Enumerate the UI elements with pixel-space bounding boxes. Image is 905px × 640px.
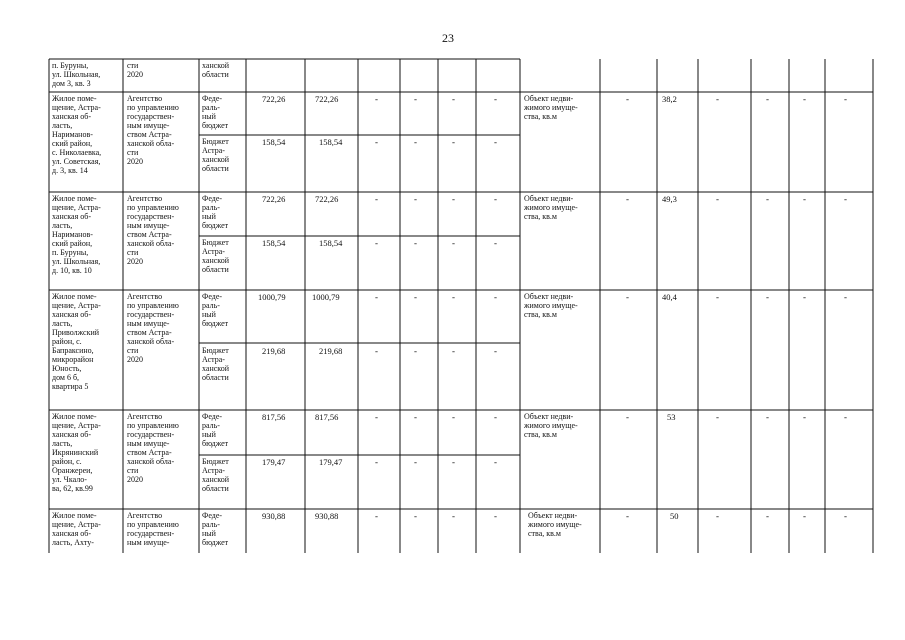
- dash: -: [375, 137, 378, 147]
- fed-value-2: 817,56: [315, 412, 339, 422]
- dash: -: [803, 511, 806, 521]
- object-cell: Объект недви- жимого имуще- ства, кв.м: [524, 194, 578, 221]
- reg-value-1: 158,54: [262, 137, 286, 147]
- dash: -: [452, 137, 455, 147]
- address-cell: Жилое поме- щение, Астра- ханская об- ласть, Икрянинский район, с. Оранжереи, ул. Чкало- ва, 62, кв.99: [52, 412, 101, 493]
- reg-value-2: 219,68: [319, 346, 343, 356]
- dash: -: [803, 194, 806, 204]
- holder-cell: Агентство по управлению государствен- ным имуще- ством Астра- ханской обла- сти 2020: [127, 194, 179, 266]
- dash: -: [494, 346, 497, 356]
- object-cell: Объект недви- жимого имуще- ства, кв.м: [524, 292, 578, 319]
- dash: -: [494, 457, 497, 467]
- dash: -: [766, 94, 769, 104]
- dash: -: [414, 457, 417, 467]
- dash: -: [766, 292, 769, 302]
- reg-value-2: 179,47: [319, 457, 343, 467]
- dash: -: [494, 194, 497, 204]
- area-value: 40,4: [662, 292, 677, 302]
- dash: -: [626, 194, 629, 204]
- area-value: 50: [670, 511, 679, 521]
- address-cell: Жилое поме- щение, Астра- ханская об- ласть, Нариманов- ский район, п. Буруны, ул. Школьная, д. 10, кв. 10: [52, 194, 101, 275]
- dash: -: [494, 292, 497, 302]
- fed-value-1: 722,26: [262, 94, 286, 104]
- dash: -: [766, 194, 769, 204]
- fed-value-1: 817,56: [262, 412, 286, 422]
- dash: -: [452, 346, 455, 356]
- dash: -: [626, 292, 629, 302]
- address-cell: Жилое поме- щение, Астра- ханская об- ласть, Ахту-: [52, 511, 101, 547]
- area-value: 38,2: [662, 94, 677, 104]
- reg-budget-label: Бюджет Астра- ханской области: [202, 238, 230, 274]
- dash: -: [626, 412, 629, 422]
- fed-value-1: 1000,79: [258, 292, 286, 302]
- fed-budget-label: Феде- раль- ный бюджет: [202, 94, 229, 130]
- area-value: 49,3: [662, 194, 677, 204]
- dash: -: [452, 457, 455, 467]
- dash: -: [626, 94, 629, 104]
- dash: -: [452, 412, 455, 422]
- dash: -: [375, 412, 378, 422]
- dash: -: [452, 194, 455, 204]
- dash: -: [803, 412, 806, 422]
- dash: -: [375, 94, 378, 104]
- dash: -: [844, 94, 847, 104]
- fed-budget-label: Феде- раль- ный бюджет: [202, 292, 229, 328]
- dash: -: [844, 511, 847, 521]
- dash: -: [375, 457, 378, 467]
- object-cell: Объект недви- жимого имуще- ства, кв.м: [524, 94, 578, 121]
- fed-value-2: 930,88: [315, 511, 339, 521]
- dash: -: [452, 511, 455, 521]
- dash: -: [494, 412, 497, 422]
- dash: -: [766, 412, 769, 422]
- dash: -: [375, 292, 378, 302]
- dash: -: [375, 346, 378, 356]
- dash: -: [494, 238, 497, 248]
- object-cell: Объект недви- жимого имуще- ства, кв.м: [524, 412, 578, 439]
- dash: -: [414, 194, 417, 204]
- holder-cell: Агентство по управлению государствен- ным имуще- ством Астра- ханской обла- сти 2020: [127, 292, 179, 364]
- fed-value-1: 930,88: [262, 511, 286, 521]
- dash: -: [803, 94, 806, 104]
- dash: -: [414, 346, 417, 356]
- dash: -: [414, 412, 417, 422]
- fed-budget-label: Феде- раль- ный бюджет: [202, 194, 229, 230]
- reg-budget-label: Бюджет Астра- ханской области: [202, 137, 230, 173]
- reg-value-2: 158,54: [319, 137, 343, 147]
- dash: -: [716, 511, 719, 521]
- dash: -: [494, 137, 497, 147]
- holder-cell: Агентство по управлению государствен- ным имуще-: [127, 511, 179, 547]
- dash: -: [375, 511, 378, 521]
- dash: -: [844, 412, 847, 422]
- holder-cell-top: сти 2020: [127, 61, 143, 79]
- dash: -: [375, 194, 378, 204]
- dash: -: [716, 94, 719, 104]
- reg-value-1: 158,54: [262, 238, 286, 248]
- dash: -: [494, 511, 497, 521]
- dash: -: [803, 292, 806, 302]
- dash: -: [375, 238, 378, 248]
- reg-value-2: 158,54: [319, 238, 343, 248]
- dash: -: [452, 238, 455, 248]
- address-cell: Жилое поме- щение, Астра- ханская об- ласть, Нариманов- ский район, с. Николаевка, ул. Советская, д. 3, кв. 14: [52, 94, 102, 175]
- area-value: 53: [667, 412, 676, 422]
- holder-cell: Агентство по управлению государствен- ным имуще- ством Астра- ханской обла- сти 2020: [127, 412, 179, 484]
- dash: -: [844, 194, 847, 204]
- fed-value-2: 1000,79: [312, 292, 340, 302]
- dash: -: [626, 511, 629, 521]
- reg-budget-label: Бюджет Астра- ханской области: [202, 346, 230, 382]
- page-number: 23: [442, 31, 454, 45]
- reg-value-1: 219,68: [262, 346, 286, 356]
- fed-budget-label: Феде- раль- ный бюджет: [202, 511, 229, 547]
- reg-value-1: 179,47: [262, 457, 286, 467]
- dash: -: [452, 94, 455, 104]
- dash: -: [414, 238, 417, 248]
- dash: -: [414, 94, 417, 104]
- fed-budget-label: Феде- раль- ный бюджет: [202, 412, 229, 448]
- dash: -: [716, 194, 719, 204]
- reg-budget-label: Бюджет Астра- ханской области: [202, 457, 230, 493]
- address-cell: Жилое поме- щение, Астра- ханская об- ласть, Приволжский район, с. Бапраксино, микрорайон Юность, дом 6 б, квартира 5: [52, 292, 101, 391]
- dash: -: [414, 137, 417, 147]
- dash: -: [414, 511, 417, 521]
- dash: -: [716, 292, 719, 302]
- dash: -: [766, 511, 769, 521]
- dash: -: [414, 292, 417, 302]
- object-cell: Объект недви- жимого имуще- ства, кв.м: [528, 511, 582, 538]
- fed-value-1: 722,26: [262, 194, 286, 204]
- address-cell-top: п. Буруны, ул. Школьная, дом 3, кв. 3: [52, 61, 101, 88]
- fed-value-2: 722,26: [315, 194, 339, 204]
- dash: -: [844, 292, 847, 302]
- holder-cell: Агентство по управлению государствен- ным имуще- ством Астра- ханской обла- сти 2020: [127, 94, 179, 166]
- dash: -: [494, 94, 497, 104]
- dash: -: [452, 292, 455, 302]
- budget-cell-top: ханской области: [202, 61, 230, 79]
- dash: -: [716, 412, 719, 422]
- fed-value-2: 722,26: [315, 94, 339, 104]
